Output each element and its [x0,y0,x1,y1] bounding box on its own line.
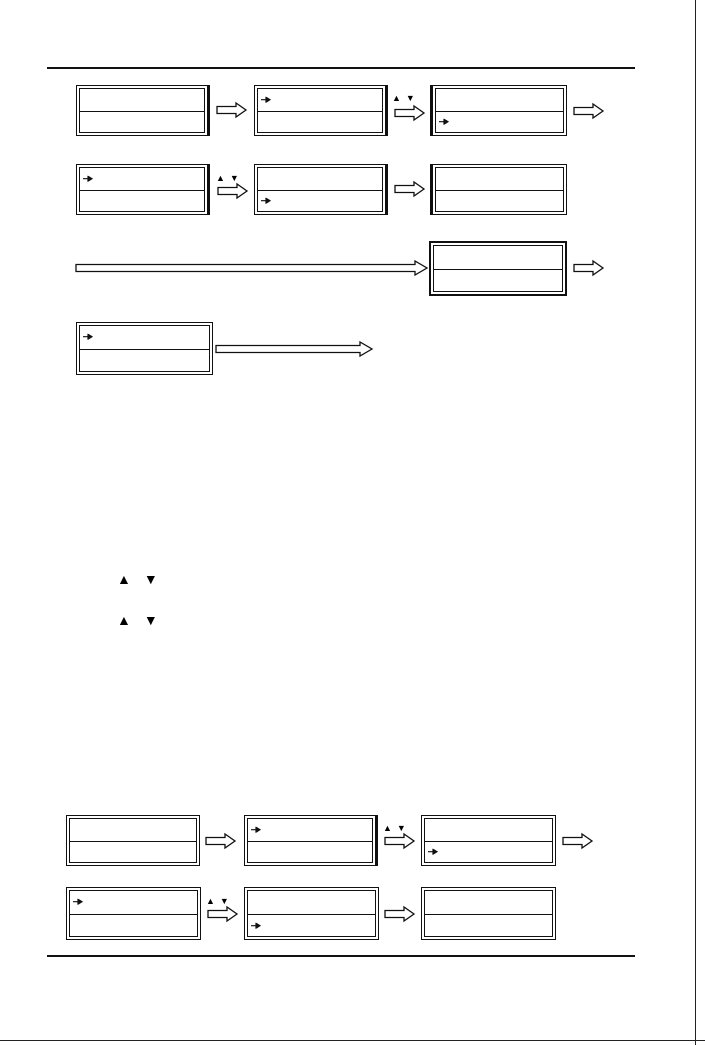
lcd-display [430,164,567,215]
cursor-arrow-icon [73,899,83,905]
down-triangle-icon: ▼ [229,173,244,183]
lcd-display [429,241,567,296]
up-triangle-icon: ▲ [216,173,230,183]
up-triangle-icon: ▲ [206,896,220,906]
next-arrow-icon [384,906,416,922]
next-arrow-icon [394,181,426,197]
lcd-display [421,815,556,866]
next-arrow-icon [205,833,237,849]
up-triangle-icon: ▲ [392,93,406,103]
down-triangle-icon: ▼ [143,571,158,587]
up-triangle-icon: ▲ [117,571,131,587]
next-arrow-icon [207,906,239,922]
next-arrow-icon [573,103,605,119]
up-down-keys [392,94,420,103]
lcd-display [76,85,210,136]
up-down-keys [216,174,244,183]
next-arrow-icon [216,102,248,118]
lcd-display [76,164,210,215]
lcd-display [430,85,567,136]
lcd-display [254,85,388,136]
lcd-display [244,887,379,940]
next-arrow-icon [562,833,594,849]
cursor-arrow-icon [428,849,438,855]
cursor-arrow-icon [439,119,449,125]
footer-rule [47,955,635,957]
down-triangle-icon: ▼ [143,612,158,628]
lcd-display [66,815,200,866]
next-arrow-icon [394,105,426,121]
lcd-display [254,164,388,215]
next-arrow-icon [384,833,416,849]
nav-keys [117,613,171,627]
nav-keys [117,572,171,586]
next-arrow-icon [573,260,605,276]
long-arrow-icon [75,260,431,276]
cursor-arrow-icon [251,826,261,832]
cursor-arrow-icon [261,198,271,204]
up-triangle-icon: ▲ [383,823,397,833]
cursor-arrow-icon [251,922,261,928]
cursor-arrow-icon [83,334,93,340]
page-edge-bottom [0,1040,705,1041]
lcd-display [76,322,213,375]
lcd-display [66,887,201,940]
long-arrow-icon [215,341,375,357]
page-edge-right [695,0,696,1045]
up-down-keys [206,897,234,906]
down-triangle-icon: ▼ [396,823,411,833]
header-rule [47,67,635,69]
next-arrow-icon [217,183,249,199]
up-triangle-icon: ▲ [117,612,131,628]
lcd-display [421,887,556,940]
cursor-arrow-icon [261,96,271,102]
up-down-keys [383,824,411,833]
down-triangle-icon: ▼ [219,896,234,906]
lcd-display [244,815,378,866]
cursor-arrow-icon [83,175,93,181]
down-triangle-icon: ▼ [405,93,420,103]
